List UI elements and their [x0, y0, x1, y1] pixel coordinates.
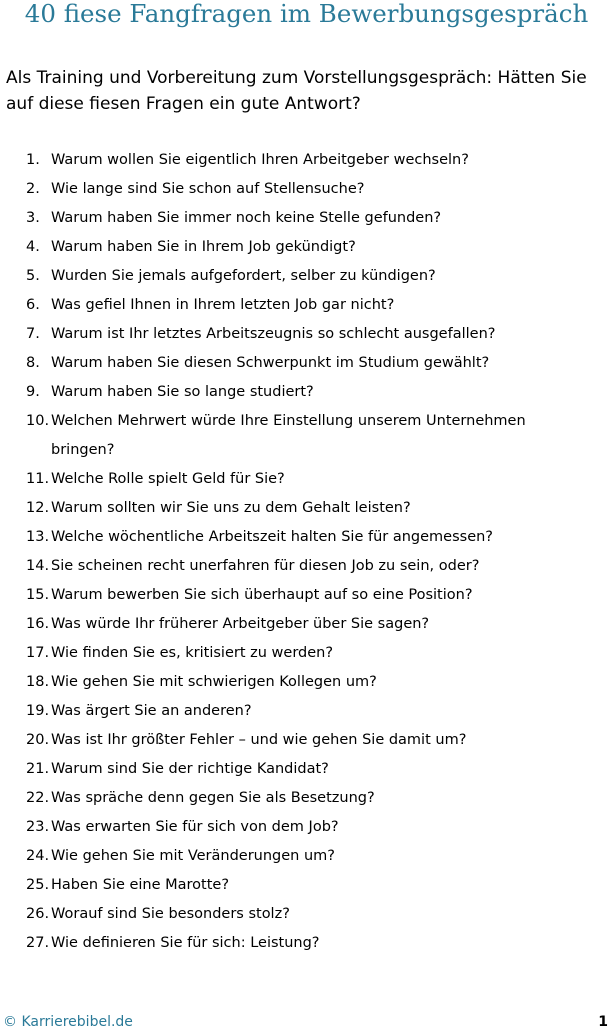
- question-item: [0, 349, 613, 378]
- question-number: 27.: [26, 935, 50, 951]
- document-subtitle: Als Training und Vorbereitung zum Vorstellungsgespräch: Hätten Sie auf diese fiesen Fragen ein gute Antwort?: [6, 68, 587, 114]
- question-text: Was ärgert Sie an anderen?: [51, 703, 252, 719]
- question-text: Was würde Ihr früherer Arbeitgeber über Sie sagen?: [51, 616, 430, 632]
- question-number: 12.: [26, 500, 50, 516]
- question-number: 16.: [26, 616, 50, 632]
- question-number: 15.: [26, 587, 50, 603]
- question-text: Warum bewerben Sie sich überhaupt auf so eine Position?: [51, 587, 473, 603]
- question-number: 7.: [26, 326, 40, 342]
- question-text: Sie scheinen recht unerfahren für diesen Job zu sein, oder?: [51, 558, 480, 574]
- question-text: Wie gehen Sie mit schwierigen Kollegen um?: [51, 674, 377, 690]
- question-item: [0, 465, 613, 494]
- question-number: 21.: [26, 761, 50, 777]
- question-item: [0, 291, 613, 320]
- question-item: [0, 523, 613, 552]
- question-number: 25.: [26, 877, 50, 893]
- question-item: [0, 668, 613, 697]
- question-item: [0, 871, 613, 900]
- question-text: Wie finden Sie es, kritisiert zu werden?: [51, 645, 334, 661]
- question-number: 5.: [26, 268, 40, 284]
- question-item: [0, 378, 613, 407]
- question-text: Warum haben Sie diesen Schwerpunkt im Studium gewählt?: [51, 355, 490, 371]
- question-number: 17.: [26, 645, 50, 661]
- question-text: Wurden Sie jemals aufgefordert, selber zu kündigen?: [51, 268, 436, 284]
- question-item: [0, 204, 613, 233]
- question-text: Was ist Ihr größter Fehler – und wie gehen Sie damit um?: [51, 732, 467, 748]
- question-item: [0, 784, 613, 813]
- question-text: Warum wollen Sie eigentlich Ihren Arbeitgeber wechseln?: [51, 152, 469, 168]
- question-text: Wie gehen Sie mit Veränderungen um?: [51, 848, 335, 864]
- question-item: [0, 697, 613, 726]
- question-number: 18.: [26, 674, 50, 690]
- question-text: Welche Rolle spielt Geld für Sie?: [51, 471, 285, 487]
- question-item: [0, 726, 613, 755]
- question-text: Welche wöchentliche Arbeitszeit halten Sie für angemessen?: [51, 529, 493, 545]
- question-text: Warum haben Sie so lange studiert?: [51, 384, 314, 400]
- question-item: [0, 552, 613, 581]
- question-item: [0, 929, 613, 958]
- question-text: Was erwarten Sie für sich von dem Job?: [51, 819, 339, 835]
- question-number: 3.: [26, 210, 40, 226]
- question-item: [0, 146, 613, 175]
- question-item: [0, 494, 613, 523]
- question-item: [0, 755, 613, 784]
- document-title: 40 fiese Fangfragen im Bewerbungsgespräch: [24, 0, 589, 28]
- question-number: 22.: [26, 790, 50, 806]
- question-text: Was spräche denn gegen Sie als Besetzung?: [51, 790, 375, 806]
- question-text: Warum ist Ihr letztes Arbeitszeugnis so schlecht ausgefallen?: [51, 326, 496, 342]
- question-number: 19.: [26, 703, 50, 719]
- question-number: 26.: [26, 906, 50, 922]
- question-item: [0, 233, 613, 262]
- question-item: [0, 900, 613, 929]
- question-text: Wie lange sind Sie schon auf Stellensuche?: [51, 181, 365, 197]
- question-text: Warum haben Sie in Ihrem Job gekündigt?: [51, 239, 356, 255]
- question-item: [0, 175, 613, 204]
- question-list: [0, 146, 613, 958]
- question-item: [0, 320, 613, 349]
- question-number: 8.: [26, 355, 40, 371]
- question-item: [0, 407, 613, 465]
- question-item: [0, 610, 613, 639]
- question-number: 11.: [26, 471, 50, 487]
- question-text: Haben Sie eine Marotte?: [51, 877, 230, 893]
- question-text: Warum sind Sie der richtige Kandidat?: [51, 761, 329, 777]
- question-item: [0, 581, 613, 610]
- question-item: [0, 842, 613, 871]
- question-number: 13.: [26, 529, 50, 545]
- question-text: Welchen Mehrwert würde Ihre Einstellung unserem Unternehmen bringen?: [51, 413, 526, 458]
- question-item: [0, 262, 613, 291]
- question-text: Warum haben Sie immer noch keine Stelle gefunden?: [51, 210, 442, 226]
- question-number: 24.: [26, 848, 50, 864]
- question-number: 23.: [26, 819, 50, 835]
- question-number: 10.: [26, 413, 50, 429]
- question-text: Worauf sind Sie besonders stolz?: [51, 906, 290, 922]
- question-text: Warum sollten wir Sie uns zu dem Gehalt leisten?: [51, 500, 411, 516]
- question-number: 2.: [26, 181, 40, 197]
- question-item: [0, 813, 613, 842]
- question-number: 1.: [26, 152, 40, 168]
- footer-page-number: 1: [598, 1014, 608, 1030]
- question-number: 6.: [26, 297, 40, 313]
- question-number: 14.: [26, 558, 50, 574]
- question-item: [0, 639, 613, 668]
- question-number: 20.: [26, 732, 50, 748]
- question-text: Wie definieren Sie für sich: Leistung?: [51, 935, 320, 951]
- question-number: 9.: [26, 384, 40, 400]
- question-text: Was gefiel Ihnen in Ihrem letzten Job gar nicht?: [51, 297, 395, 313]
- question-number: 4.: [26, 239, 40, 255]
- footer-source: © Karrierebibel.de: [3, 1014, 133, 1030]
